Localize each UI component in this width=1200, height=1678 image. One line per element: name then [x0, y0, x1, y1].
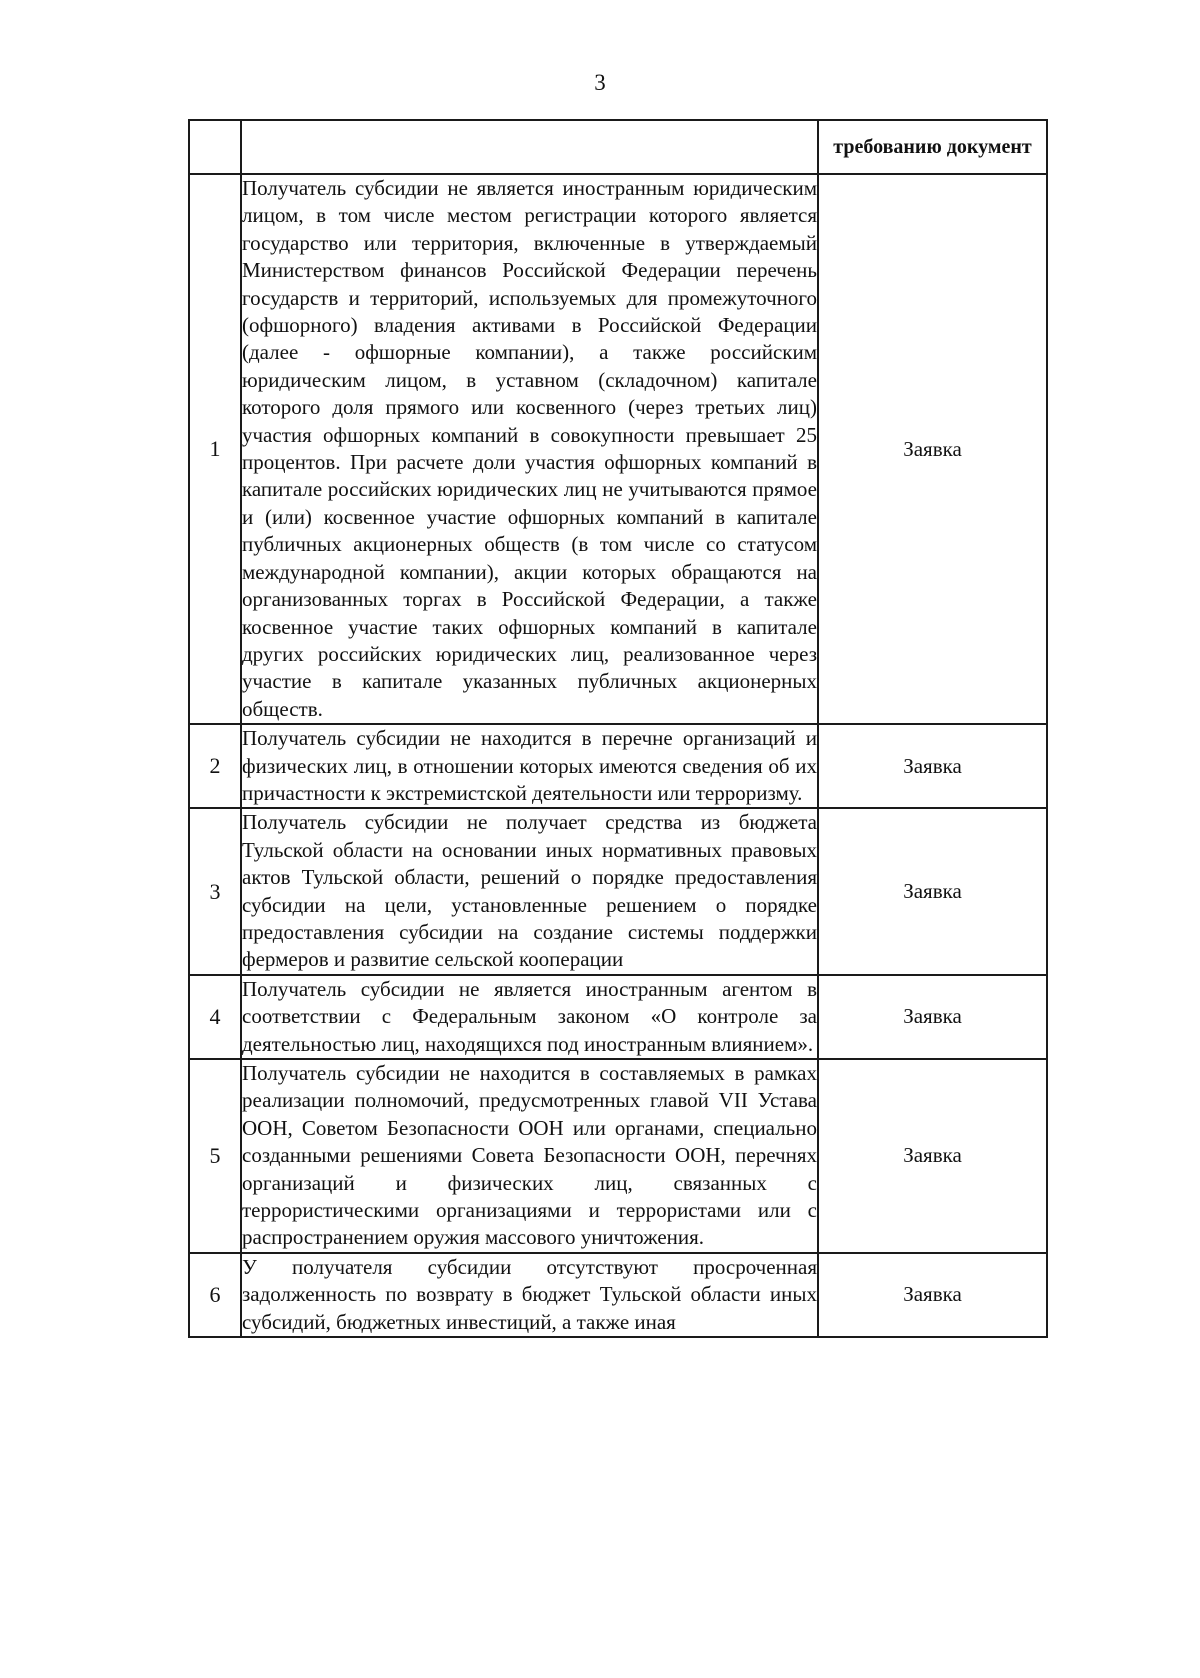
- row-number: 4: [189, 975, 241, 1059]
- table-header-row: [189, 120, 1047, 174]
- table-row: [189, 808, 1047, 974]
- row-number: 6: [189, 1253, 241, 1337]
- header-cell-text: [241, 120, 818, 174]
- table-row: [189, 975, 1047, 1059]
- row-requirement-text: Получатель субсидии не является иностранным юридическим лицом, в том числе местом регистрации которого является государство или территория, включенные в утверждаемый Министерством финансов Российской Федерации перечень государств и территорий, используемых для промежуточного (офшорного) владения активами в Российской Федерации (далее - офшорные компании), а также российским юридическим лицом, в уставном (складочном) капитале которого доля прямого или косвенного (через третьих лиц) участия офшорных компаний в совокупности превышает 25 процентов. При расчете доли участия офшорных компаний в капитале российских юридических лиц не учитываются прямое и (или) косвенное участие офшорных компаний в капитале публичных акционерных обществ (в том числе со статусом международной компании), акции которых обращаются на организованных торгах в Российской Федерации, а также косвенное участие таких офшорных компаний в капитале других российских юридических лиц, реализованное через участие в капитале указанных публичных акционерных обществ.: [241, 174, 818, 724]
- row-document: Заявка: [818, 1059, 1047, 1253]
- row-number: 5: [189, 1059, 241, 1253]
- table-row: [189, 174, 1047, 724]
- row-document: Заявка: [818, 808, 1047, 974]
- requirements-table: [188, 119, 1048, 1338]
- row-requirement-text: Получатель субсидии не является иностранным агентом в соответствии с Федеральным законом «О контроле за деятельностью лиц, находящихся под иностранным влиянием».: [241, 975, 818, 1059]
- row-document: Заявка: [818, 1253, 1047, 1337]
- row-requirement-text: У получателя субсидии отсутствуют просроченная задолженность по возврату в бюджет Тульской области иных субсидий, бюджетных инвестиций, а также иная: [241, 1253, 818, 1337]
- row-requirement-text: Получатель субсидии не находится в составляемых в рамках реализации полномочий, предусмотренных главой VII Устава ООН, Советом Безопасности ООН или органами, специально созданными решениями Совета Безопасности ООН, перечнях организаций и физических лиц, связанных с террористическими организациями и террористами или с распространением оружия массового уничтожения.: [241, 1059, 818, 1253]
- header-cell-doc: требованию документ: [818, 120, 1047, 174]
- row-document: Заявка: [818, 724, 1047, 808]
- row-document: Заявка: [818, 174, 1047, 724]
- row-document: Заявка: [818, 975, 1047, 1059]
- page-number: 3: [594, 70, 606, 95]
- row-requirement-text: Получатель субсидии не получает средства из бюджета Тульской области на основании иных нормативных правовых актов Тульской области, решений о порядке предоставления субсидии на цели, установленные решением о порядке предоставления субсидии на создание системы поддержки фермеров и развитие сельской кооперации: [241, 808, 818, 974]
- row-number: 1: [189, 174, 241, 724]
- row-number: 2: [189, 724, 241, 808]
- table-row: [189, 1059, 1047, 1253]
- row-requirement-text: Получатель субсидии не находится в перечне организаций и физических лиц, в отношении которых имеются сведения об их причастности к экстремистской деятельности или терроризму.: [241, 724, 818, 808]
- table-row: [189, 1253, 1047, 1337]
- table-row: [189, 724, 1047, 808]
- header-cell-num: [189, 120, 241, 174]
- row-number: 3: [189, 808, 241, 974]
